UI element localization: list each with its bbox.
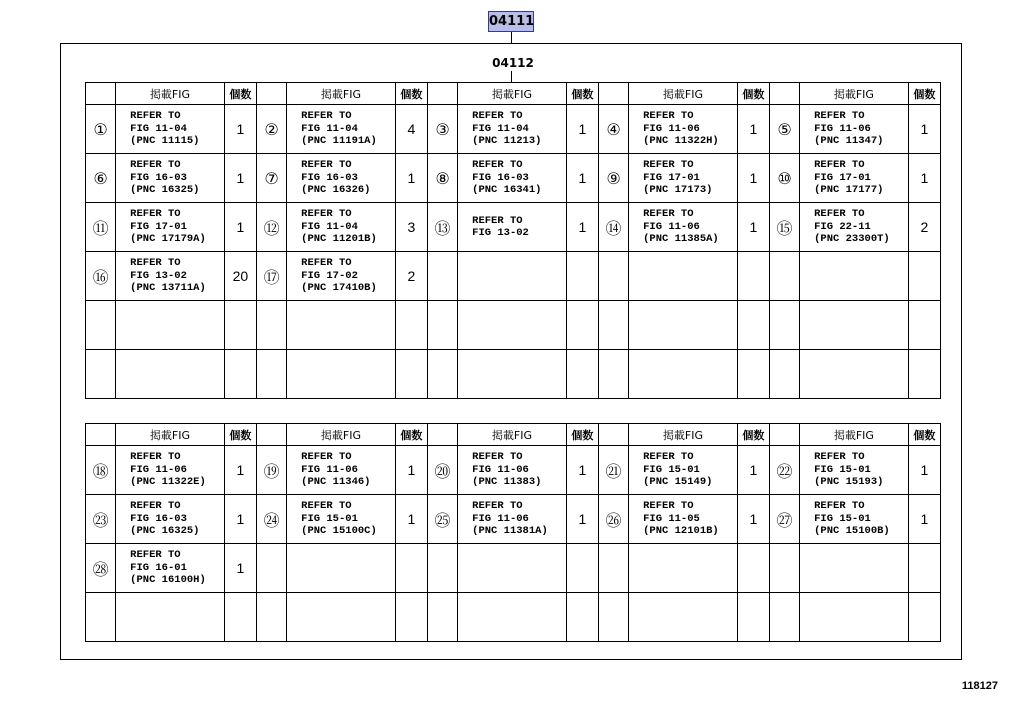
reference-table-lower — [85, 423, 941, 642]
quantity — [566, 301, 598, 350]
figure-reference — [800, 544, 909, 593]
figure-reference — [458, 350, 567, 399]
quantity: 1 — [737, 495, 769, 544]
figure-reference — [116, 301, 225, 350]
quantity: 1 — [224, 105, 256, 154]
item-number: ② — [256, 105, 286, 154]
part-callout-04112[interactable]: 04112 — [492, 56, 534, 70]
item-number: ① — [86, 105, 116, 154]
item-number: ㉔ — [256, 495, 286, 544]
item-number — [86, 593, 116, 642]
item-number — [769, 252, 799, 301]
header-qty: 個数 — [395, 424, 427, 446]
quantity: 1 — [908, 446, 940, 495]
header-num-cell — [256, 83, 286, 105]
header-qty: 個数 — [224, 83, 256, 105]
item-number: ⑨ — [598, 154, 628, 203]
figure-reference[interactable]: REFER TO FIG 11-06 (PNC 11385A) — [629, 203, 738, 252]
header-num-cell — [598, 424, 628, 446]
figure-reference — [800, 252, 909, 301]
quantity — [395, 301, 427, 350]
figure-reference — [800, 593, 909, 642]
quantity: 1 — [566, 446, 598, 495]
item-number: ⑬ — [427, 203, 457, 252]
quantity — [395, 350, 427, 399]
quantity: 1 — [908, 495, 940, 544]
quantity — [737, 350, 769, 399]
header-fig: 掲載FIG — [800, 424, 909, 446]
item-number: ④ — [598, 105, 628, 154]
quantity: 2 — [395, 252, 427, 301]
item-number — [86, 301, 116, 350]
item-number: ⑳ — [427, 446, 457, 495]
figure-reference[interactable]: REFER TO FIG 17-02 (PNC 17410B) — [287, 252, 396, 301]
item-number — [427, 544, 457, 593]
item-number — [256, 544, 286, 593]
figure-reference — [116, 593, 225, 642]
header-fig: 掲載FIG — [800, 83, 909, 105]
header-fig: 掲載FIG — [629, 424, 738, 446]
item-number: ⑲ — [256, 446, 286, 495]
header-qty: 個数 — [566, 83, 598, 105]
item-number: ㉒ — [769, 446, 799, 495]
connector-line-sub — [511, 71, 512, 82]
header-fig: 掲載FIG — [629, 83, 738, 105]
figure-reference — [629, 350, 738, 399]
header-num-cell — [427, 424, 457, 446]
item-number: ㉕ — [427, 495, 457, 544]
figure-reference[interactable]: REFER TO FIG 17-01 (PNC 17179A) — [116, 203, 225, 252]
item-number — [427, 301, 457, 350]
figure-reference — [287, 544, 396, 593]
quantity: 1 — [737, 203, 769, 252]
table-row — [86, 301, 941, 350]
header-num-cell — [769, 424, 799, 446]
item-number: ⑮ — [769, 203, 799, 252]
quantity — [908, 350, 940, 399]
item-number: ⑫ — [256, 203, 286, 252]
figure-reference — [800, 301, 909, 350]
figure-reference[interactable]: REFER TO FIG 11-04 (PNC 11213) — [458, 105, 567, 154]
quantity: 3 — [395, 203, 427, 252]
figure-reference[interactable]: REFER TO FIG 11-06 (PNC 11346) — [287, 446, 396, 495]
quantity — [224, 593, 256, 642]
quantity — [908, 593, 940, 642]
quantity: 1 — [566, 495, 598, 544]
item-number: ⑭ — [598, 203, 628, 252]
figure-reference — [458, 593, 567, 642]
quantity: 1 — [908, 154, 940, 203]
quantity: 1 — [224, 495, 256, 544]
item-number — [598, 593, 628, 642]
figure-reference[interactable]: REFER TO FIG 15-01 (PNC 15100B) — [800, 495, 909, 544]
item-number: ⑥ — [86, 154, 116, 203]
part-callout-04111[interactable]: 04111 — [488, 11, 534, 32]
figure-reference — [287, 593, 396, 642]
figure-reference[interactable]: REFER TO FIG 15-01 (PNC 15193) — [800, 446, 909, 495]
quantity: 4 — [395, 105, 427, 154]
quantity: 1 — [224, 154, 256, 203]
item-number: ⑱ — [86, 446, 116, 495]
quantity: 1 — [395, 154, 427, 203]
header-qty: 個数 — [737, 424, 769, 446]
item-number: ⑤ — [769, 105, 799, 154]
figure-reference[interactable]: REFER TO FIG 15-01 (PNC 15100C) — [287, 495, 396, 544]
table-row — [86, 593, 941, 642]
header-num-cell — [256, 424, 286, 446]
figure-reference[interactable]: REFER TO FIG 22-11 (PNC 23300T) — [800, 203, 909, 252]
figure-reference — [800, 350, 909, 399]
item-number: ⑯ — [86, 252, 116, 301]
quantity: 1 — [737, 446, 769, 495]
table-row — [86, 350, 941, 399]
table-row — [86, 203, 941, 252]
quantity: 1 — [566, 154, 598, 203]
item-number — [427, 593, 457, 642]
quantity: 1 — [395, 446, 427, 495]
quantity — [224, 350, 256, 399]
figure-reference — [116, 350, 225, 399]
header-fig: 掲載FIG — [287, 83, 396, 105]
item-number: ⑩ — [769, 154, 799, 203]
item-number: ㉑ — [598, 446, 628, 495]
item-number — [769, 350, 799, 399]
figure-reference[interactable]: REFER TO FIG 11-06 (PNC 11347) — [800, 105, 909, 154]
figure-reference[interactable]: REFER TO FIG 11-04 (PNC 11201B) — [287, 203, 396, 252]
figure-reference[interactable]: REFER TO FIG 16-01 (PNC 16100H) — [116, 544, 225, 593]
item-number — [256, 593, 286, 642]
item-number — [598, 301, 628, 350]
quantity — [908, 301, 940, 350]
table-row — [86, 252, 941, 301]
item-number: ⑰ — [256, 252, 286, 301]
item-number — [598, 350, 628, 399]
header-qty: 個数 — [395, 83, 427, 105]
figure-reference[interactable]: REFER TO FIG 15-01 (PNC 15149) — [629, 446, 738, 495]
quantity: 1 — [566, 105, 598, 154]
header-num-cell — [427, 83, 457, 105]
quantity — [737, 301, 769, 350]
item-number: ㉓ — [86, 495, 116, 544]
figure-reference — [629, 544, 738, 593]
quantity — [566, 544, 598, 593]
header-qty: 個数 — [737, 83, 769, 105]
quantity: 20 — [224, 252, 256, 301]
quantity: 1 — [737, 105, 769, 154]
figure-reference[interactable]: REFER TO FIG 11-06 (PNC 11383) — [458, 446, 567, 495]
item-number: ⑪ — [86, 203, 116, 252]
header-num-cell — [86, 424, 116, 446]
figure-reference[interactable]: REFER TO FIG 16-03 (PNC 16326) — [287, 154, 396, 203]
figure-reference[interactable]: REFER TO FIG 16-03 (PNC 16325) — [116, 154, 225, 203]
illustration-code: 118127 — [961, 680, 998, 692]
item-number: ㉗ — [769, 495, 799, 544]
figure-reference[interactable]: REFER TO FIG 11-04 (PNC 11191A) — [287, 105, 396, 154]
quantity — [566, 350, 598, 399]
item-number: ⑦ — [256, 154, 286, 203]
figure-reference[interactable]: REFER TO FIG 11-05 (PNC 12101B) — [629, 495, 738, 544]
quantity: 1 — [224, 446, 256, 495]
quantity — [737, 252, 769, 301]
quantity — [566, 593, 598, 642]
header-qty: 個数 — [224, 424, 256, 446]
reference-table-upper — [85, 82, 941, 399]
header-qty: 個数 — [566, 424, 598, 446]
item-number — [256, 301, 286, 350]
header-qty: 個数 — [908, 83, 940, 105]
item-number — [769, 544, 799, 593]
quantity: 1 — [224, 544, 256, 593]
figure-reference — [287, 301, 396, 350]
figure-reference — [458, 301, 567, 350]
figure-reference[interactable]: REFER TO FIG 11-04 (PNC 11115) — [116, 105, 225, 154]
item-number — [598, 544, 628, 593]
figure-reference — [458, 252, 567, 301]
item-number: ㉘ — [86, 544, 116, 593]
quantity: 1 — [737, 154, 769, 203]
header-num-cell — [86, 83, 116, 105]
figure-reference — [629, 301, 738, 350]
header-num-cell — [598, 83, 628, 105]
figure-reference[interactable]: REFER TO FIG 13-02 (PNC 13711A) — [116, 252, 225, 301]
quantity: 1 — [224, 203, 256, 252]
header-fig: 掲載FIG — [116, 424, 225, 446]
header-qty: 個数 — [908, 424, 940, 446]
header-fig: 掲載FIG — [458, 424, 567, 446]
item-number — [598, 252, 628, 301]
figure-reference — [458, 544, 567, 593]
quantity — [737, 544, 769, 593]
figure-reference — [287, 350, 396, 399]
item-number — [427, 350, 457, 399]
figure-reference — [629, 593, 738, 642]
table-row — [86, 105, 941, 154]
figure-reference[interactable]: REFER TO FIG 13-02 — [458, 203, 567, 252]
table-row — [86, 544, 941, 593]
table-row — [86, 495, 941, 544]
quantity: 1 — [566, 203, 598, 252]
figure-reference[interactable]: REFER TO FIG 11-06 (PNC 11322E) — [116, 446, 225, 495]
quantity — [224, 301, 256, 350]
item-number — [256, 350, 286, 399]
item-number: ㉖ — [598, 495, 628, 544]
quantity — [908, 544, 940, 593]
quantity: 1 — [908, 105, 940, 154]
figure-reference — [629, 252, 738, 301]
figure-reference[interactable]: REFER TO FIG 17-01 (PNC 17177) — [800, 154, 909, 203]
item-number — [427, 252, 457, 301]
figure-reference[interactable]: REFER TO FIG 16-03 (PNC 16325) — [116, 495, 225, 544]
table-row — [86, 446, 941, 495]
quantity — [566, 252, 598, 301]
quantity — [395, 593, 427, 642]
item-number — [769, 593, 799, 642]
item-number — [86, 350, 116, 399]
header-num-cell — [769, 83, 799, 105]
quantity — [737, 593, 769, 642]
quantity: 1 — [395, 495, 427, 544]
header-fig: 掲載FIG — [287, 424, 396, 446]
item-number — [769, 301, 799, 350]
figure-reference[interactable]: REFER TO FIG 16-03 (PNC 16341) — [458, 154, 567, 203]
header-fig: 掲載FIG — [458, 83, 567, 105]
figure-reference[interactable]: REFER TO FIG 17-01 (PNC 17173) — [629, 154, 738, 203]
table-row — [86, 154, 941, 203]
quantity — [908, 252, 940, 301]
item-number: ⑧ — [427, 154, 457, 203]
table-header-row — [86, 83, 941, 105]
quantity: 2 — [908, 203, 940, 252]
table-header-row — [86, 424, 941, 446]
item-number: ③ — [427, 105, 457, 154]
quantity — [395, 544, 427, 593]
header-fig: 掲載FIG — [116, 83, 225, 105]
figure-reference[interactable]: REFER TO FIG 11-06 (PNC 11381A) — [458, 495, 567, 544]
figure-reference[interactable]: REFER TO FIG 11-06 (PNC 11322H) — [629, 105, 738, 154]
